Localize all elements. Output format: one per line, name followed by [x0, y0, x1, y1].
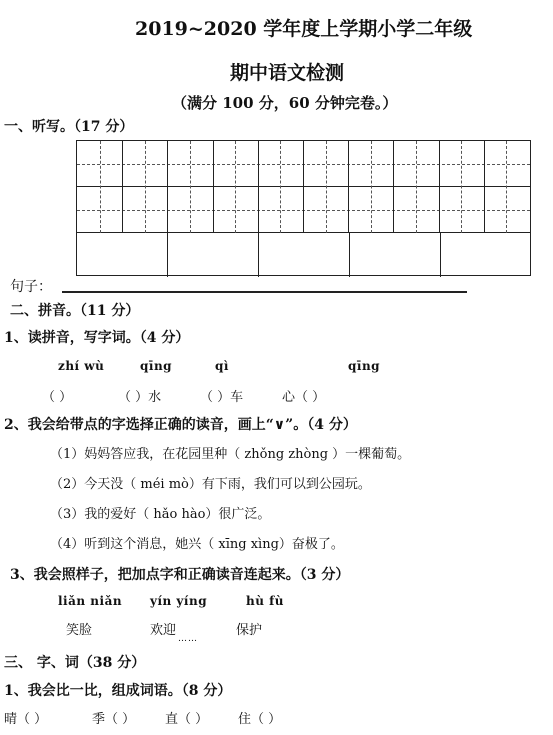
pinyin-item: qīng: [348, 359, 381, 373]
grid-guide-line: [235, 141, 236, 233]
pinyin-item: zhí wù: [58, 359, 105, 373]
grid-divider: [349, 233, 350, 277]
grid-cell-border: [303, 141, 304, 233]
section1-heading: 一、听写。（17 分）: [4, 119, 134, 135]
exam-title: 2019~2020 学年度上学期小学二年级: [135, 18, 473, 40]
pinyin-item[interactable]: liǎn niǎn: [58, 594, 123, 608]
pinyin-item: qì: [215, 359, 229, 373]
grid-guide-line: [506, 141, 507, 233]
answer-blank[interactable]: （ ）车: [200, 390, 244, 405]
grid-guide-line: [280, 141, 281, 233]
q2-1-heading: 1、读拼音，写字词。（4 分）: [4, 330, 190, 346]
grid-cell-border: [393, 141, 394, 233]
grid-cell-border: [258, 141, 259, 233]
grid-cell-border: [439, 141, 440, 233]
compare-item[interactable]: 季（ ）: [92, 712, 136, 727]
grid-guide-line: [326, 141, 327, 233]
grid-cell-border: [348, 141, 349, 233]
section3-heading: 三、 字、词（38 分）: [4, 655, 146, 671]
reading-item[interactable]: （2）今天没（ méi mò）有下雨，我们可以到公园玩。: [50, 477, 371, 492]
word-item[interactable]: 欢迎: [150, 623, 177, 638]
grid-guide-line: [100, 141, 101, 233]
reading-item[interactable]: （3）我的爱好（ hǎo hào）很广泛。: [50, 507, 271, 522]
grid-divider: [167, 233, 168, 277]
emphasis-dots: ……: [178, 634, 198, 644]
grid-divider: [258, 233, 259, 277]
exam-subject-title: 期中语文检测: [230, 62, 345, 84]
grid-divider: [440, 233, 441, 277]
answer-blank[interactable]: （ ）: [42, 390, 73, 405]
word-item[interactable]: 保护: [236, 623, 263, 638]
pinyin-item[interactable]: hù fù: [246, 594, 285, 608]
pinyin-item[interactable]: yín yíng: [150, 594, 208, 608]
grid-cell-border: [122, 141, 123, 233]
compare-item[interactable]: 直（ ）: [165, 712, 209, 727]
reading-item[interactable]: （4）听到这个消息，她兴（ xīng xìng）奋极了。: [50, 537, 344, 552]
q3-1-heading: 1、我会比一比，组成词语。（8 分）: [4, 683, 232, 699]
dictation-grid[interactable]: [76, 140, 531, 276]
grid-cell-border: [167, 141, 168, 233]
grid-guide-line: [190, 141, 191, 233]
grid-cell-border: [484, 141, 485, 233]
word-item[interactable]: 笑脸: [66, 623, 93, 638]
section2-heading: 二、拼音。（11 分）: [10, 303, 140, 319]
grid-guide-line: [416, 141, 417, 233]
pinyin-item: qīng: [140, 359, 173, 373]
grid-cell-border: [213, 141, 214, 233]
q2-2-heading: 2、我会给带点的字选择正确的读音，画上“∨”。（4 分）: [4, 417, 357, 433]
q2-3-heading: 3、我会照样子，把加点字和正确读音连起来。（3 分）: [10, 567, 350, 583]
answer-blank[interactable]: （ ）水: [118, 390, 162, 405]
grid-guide-line: [371, 141, 372, 233]
grid-guide-line: [145, 141, 146, 233]
answer-blank[interactable]: 心（ ）: [282, 390, 326, 405]
compare-item[interactable]: 晴（ ）: [4, 712, 48, 727]
compare-item[interactable]: 住（ ）: [238, 712, 282, 727]
grid-guide-line: [461, 141, 462, 233]
exam-instructions: （满分 100 分，60 分钟完卷。）: [172, 94, 398, 112]
sentence-answer-line[interactable]: [62, 291, 467, 293]
reading-item[interactable]: （1）妈妈答应我，在花园里种（ zhǒng zhòng ）一棵葡萄。: [50, 447, 411, 462]
sentence-label: 句子：: [10, 279, 52, 295]
